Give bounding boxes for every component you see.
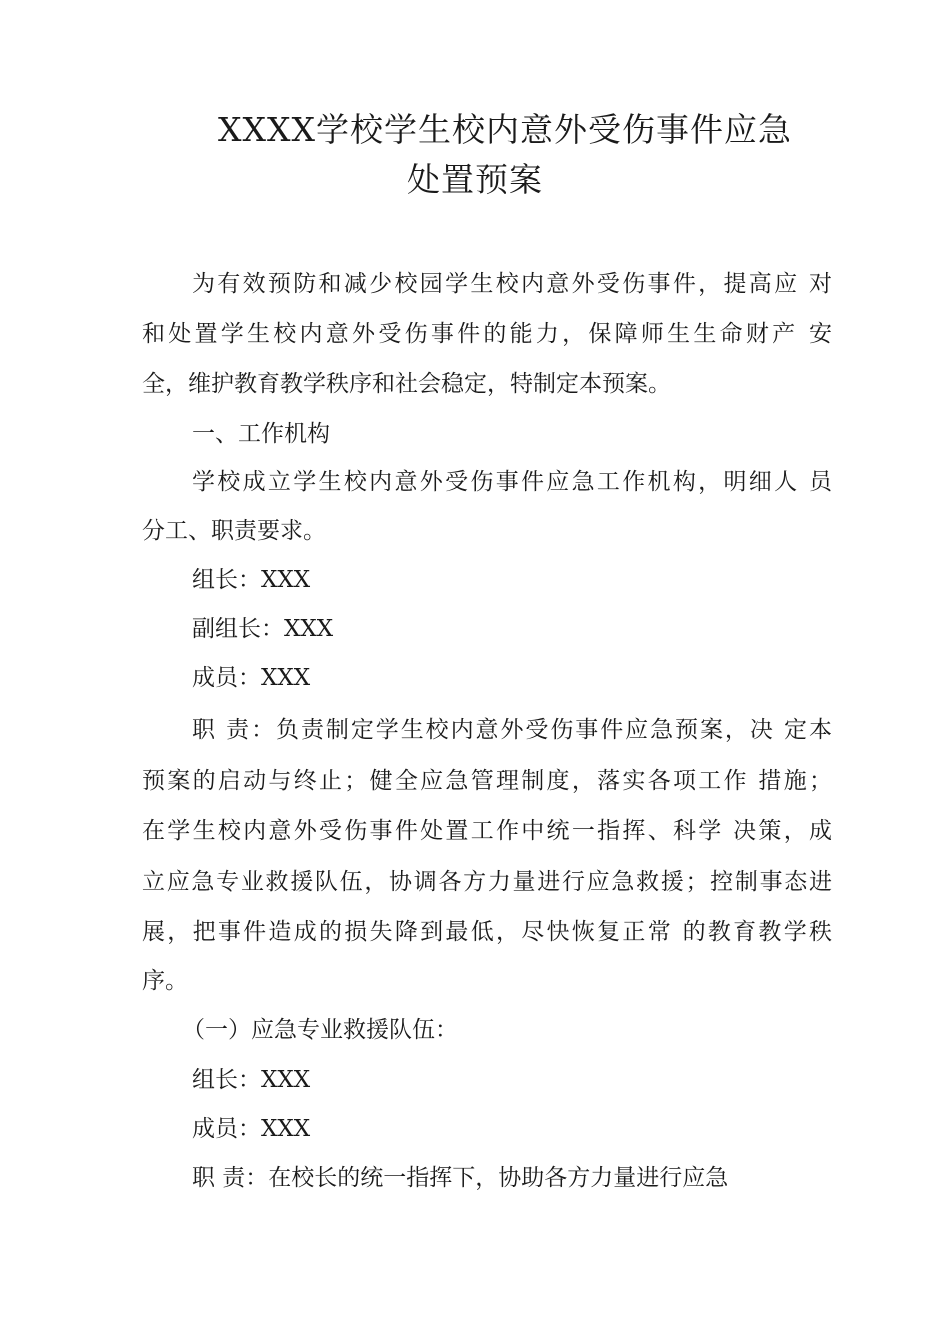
duty-line-3: 在学生校内意外受伤事件处置工作中统一指挥、科学 决策，成 bbox=[142, 818, 832, 844]
duty-line-6: 序。 bbox=[142, 968, 188, 994]
intro-line-1: 为有效预防和减少校园学生校内意外受伤事件，提高应 对 bbox=[192, 271, 832, 297]
team-duty-line: 职 责：在校长的统一指挥下，协助各方力量进行应急 bbox=[192, 1165, 729, 1191]
subsection-heading: （一）应急专业救援队伍： bbox=[182, 1017, 458, 1043]
intro-line-3: 全，维护教育教学秩序和社会稳定，特制定本预案。 bbox=[142, 371, 671, 397]
leader-line: 组长：XXX bbox=[192, 567, 311, 593]
section-desc-line-1: 学校成立学生校内意外受伤事件应急工作机构，明细人 员 bbox=[192, 469, 832, 495]
team-leader-line: 组长：XXX bbox=[192, 1067, 311, 1093]
team-members-line: 成员：XXX bbox=[192, 1116, 311, 1142]
duty-line-4: 立应急专业救援队伍，协调各方力量进行应急救援；控制事态进 bbox=[142, 869, 832, 895]
duty-line-1: 职 责：负责制定学生校内意外受伤事件应急预案，决 定本 bbox=[192, 717, 832, 743]
deputy-leader-line: 副组长：XXX bbox=[192, 616, 334, 642]
duty-line-5: 展，把事件造成的损失降到最低，尽快恢复正常 的教育教学秩 bbox=[142, 919, 832, 945]
document-title-line2: 处置预案 bbox=[407, 160, 543, 199]
document-title-line1: XXXX学校学生校内意外受伤事件应急 bbox=[218, 110, 792, 149]
members-line: 成员：XXX bbox=[192, 665, 311, 691]
section-desc-line-2: 分工、职责要求。 bbox=[142, 518, 326, 544]
intro-line-2: 和处置学生校内意外受伤事件的能力，保障师生生命财产 安 bbox=[142, 321, 832, 347]
duty-line-2: 预案的启动与终止；健全应急管理制度，落实各项工作 措施； bbox=[142, 768, 832, 794]
section-heading: 一、工作机构 bbox=[192, 421, 330, 447]
